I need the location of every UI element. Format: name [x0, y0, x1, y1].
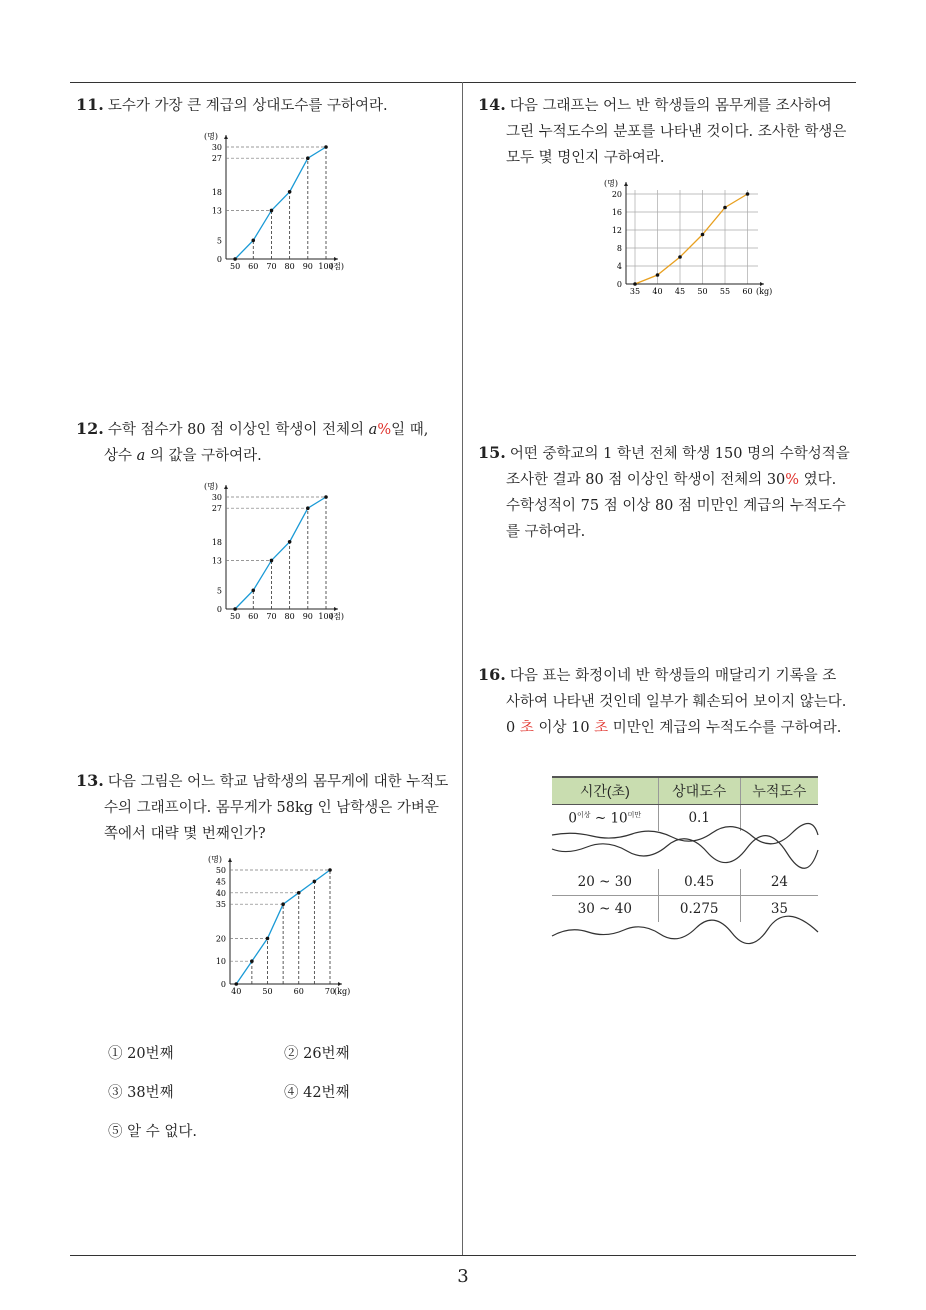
- unit-seconds: 초: [594, 720, 609, 736]
- table-cell: 30 ~ 40: [552, 896, 658, 923]
- question-text: 미만인 계급의 누적도수를 구하여라.: [612, 720, 842, 736]
- data-point: [266, 937, 270, 941]
- question-text: 상수: [104, 448, 133, 464]
- record-table: [552, 776, 818, 944]
- x-tick-label: 50: [697, 287, 708, 296]
- x-tick-label: 40: [231, 987, 242, 996]
- x-axis-arrow: [338, 982, 342, 986]
- torn-edge: [552, 831, 818, 865]
- table-cell: 0.275: [658, 896, 740, 923]
- y-tick-label: 0: [220, 980, 226, 989]
- data-point: [233, 607, 237, 611]
- series-line: [235, 497, 326, 609]
- chart-q13: [196, 848, 366, 998]
- chart-q12: [196, 474, 366, 624]
- table-row: [552, 805, 818, 832]
- question-text: 다음 그림은 어느 학교 남학생의 몸무게에 대한 누적도: [107, 774, 449, 790]
- x-tick-label: 80: [284, 262, 295, 271]
- y-tick-label: 18: [211, 187, 222, 197]
- question-14: [478, 92, 846, 171]
- series-line: [635, 194, 748, 284]
- question-text: 도수가 가장 큰 계급의 상대도수를 구하여라.: [107, 98, 388, 114]
- y-tick-label: 16: [611, 208, 622, 217]
- torn-bottom: [552, 922, 818, 944]
- x-tick-label: 40: [652, 287, 663, 296]
- data-point: [313, 880, 317, 884]
- data-point: [633, 282, 637, 286]
- x-tick-label: 90: [302, 262, 313, 271]
- series-line: [235, 147, 326, 259]
- variable-a: a: [368, 422, 378, 438]
- choice-1[interactable]: ① 20번째: [108, 1046, 174, 1062]
- y-axis-arrow: [224, 135, 228, 139]
- data-point: [701, 233, 705, 237]
- choice-4[interactable]: ④ 42번째: [284, 1085, 350, 1101]
- x-tick-label: 55: [719, 287, 731, 296]
- question-text: 를 구하여라.: [506, 524, 586, 540]
- data-point: [656, 273, 660, 277]
- x-tick-label: 70: [324, 987, 336, 996]
- choice-2[interactable]: ② 26번째: [284, 1046, 350, 1062]
- x-tick-label: 35: [629, 287, 641, 296]
- question-13: [76, 768, 448, 847]
- y-tick-label: 35: [215, 900, 226, 910]
- y-tick-label: 45: [215, 877, 226, 887]
- x-axis-label: (점): [330, 612, 344, 621]
- x-tick-label: 60: [293, 987, 304, 996]
- percent-sign: %: [785, 472, 800, 488]
- x-tick-label: 80: [284, 612, 295, 621]
- data-point: [678, 255, 682, 259]
- y-tick-label: 13: [211, 206, 222, 216]
- question-number: 15.: [478, 443, 506, 462]
- y-tick-label: 27: [211, 154, 222, 164]
- x-tick-label: 90: [302, 612, 313, 621]
- question-number: 14.: [478, 95, 506, 114]
- choice-5[interactable]: ⑤ 알 수 없다.: [108, 1124, 197, 1140]
- question-12: [76, 416, 428, 469]
- data-point: [324, 495, 328, 499]
- chart-q14: [600, 172, 773, 302]
- x-tick-label: 60: [248, 262, 259, 271]
- y-tick-label: 5: [216, 586, 222, 596]
- y-tick-label: 30: [211, 493, 222, 502]
- question-text: 그린 누적도수의 분포를 나타낸 것이다. 조사한 학생은: [506, 124, 847, 140]
- y-tick-label: 0: [216, 255, 222, 264]
- question-text: 쪽에서 대략 몇 번째인가?: [104, 826, 266, 842]
- bottom-rule: [70, 1255, 856, 1256]
- table-cell: 0.1: [658, 805, 740, 832]
- page-number: 3: [457, 1266, 469, 1287]
- question-text: 모두 몇 명인지 구하여라.: [506, 150, 665, 166]
- table-cell: 24: [740, 869, 818, 896]
- data-point: [288, 540, 292, 544]
- column-divider: [462, 82, 463, 1256]
- question-text: 였다.: [803, 472, 837, 488]
- question-number: 11.: [76, 95, 104, 114]
- y-axis-label: (명): [204, 132, 218, 141]
- x-axis-label: (점): [330, 262, 344, 271]
- x-tick-label: 70: [266, 262, 277, 271]
- data-point: [250, 959, 254, 963]
- y-tick-label: 5: [216, 236, 222, 246]
- y-axis-arrow: [224, 485, 228, 489]
- y-axis-label: (명): [204, 482, 218, 491]
- x-tick-label: 70: [266, 612, 277, 621]
- data-point: [233, 257, 237, 261]
- x-tick-label: 60: [248, 612, 259, 621]
- y-tick-label: 30: [211, 143, 222, 152]
- y-axis-label: (명): [604, 179, 618, 188]
- x-axis-label: (kg): [334, 987, 351, 996]
- y-tick-label: 8: [616, 244, 622, 253]
- y-axis-label: (명): [208, 855, 222, 864]
- torn-gap: [552, 831, 818, 869]
- question-text: 의 값을 구하여라.: [149, 448, 262, 464]
- x-axis-arrow: [334, 607, 338, 611]
- y-axis-arrow: [228, 858, 232, 862]
- variable-a: a: [136, 448, 146, 464]
- y-tick-label: 13: [211, 556, 222, 566]
- x-axis-arrow: [334, 257, 338, 261]
- question-text: 다음 표는 화정이네 반 학생들의 매달리기 기록을 조: [509, 668, 837, 684]
- question-number: 12.: [76, 419, 104, 438]
- question-15: [478, 440, 850, 545]
- data-point: [306, 506, 310, 510]
- y-tick-label: 10: [215, 957, 226, 967]
- torn-edge: [552, 922, 818, 940]
- data-point: [723, 206, 727, 210]
- table-header: 상대도수: [658, 777, 740, 805]
- table-cell: 20 ~ 30: [552, 869, 658, 896]
- y-axis-arrow: [624, 182, 628, 186]
- data-point: [746, 192, 750, 196]
- question-text: 일 때,: [391, 422, 429, 438]
- chart-q11: [196, 124, 366, 274]
- data-point: [281, 902, 285, 906]
- table-header: 시간(초): [552, 777, 658, 805]
- unit-seconds: 초: [519, 720, 534, 736]
- y-tick-label: 4: [616, 262, 622, 271]
- table-cell: 0.45: [658, 869, 740, 896]
- y-tick-label: 27: [211, 504, 222, 514]
- x-tick-label: 50: [229, 612, 241, 621]
- data-point: [270, 209, 274, 213]
- table-cell: $0^{이상}$ ~ $10^{미만}$: [552, 805, 658, 832]
- y-tick-label: 18: [211, 537, 222, 547]
- x-tick-label: 100: [318, 612, 334, 621]
- y-tick-label: 20: [215, 934, 226, 944]
- y-tick-label: 0: [216, 605, 222, 614]
- percent-sign: %: [377, 422, 392, 438]
- data-point: [251, 589, 255, 593]
- table-row: [552, 896, 818, 923]
- table-header: 누적도수: [740, 777, 818, 805]
- data-point: [234, 982, 238, 986]
- x-axis-arrow: [760, 282, 764, 286]
- question-number: 16.: [478, 665, 506, 684]
- x-axis-label: (kg): [756, 287, 773, 296]
- y-tick-label: 0: [616, 280, 622, 289]
- question-number: 13.: [76, 771, 104, 790]
- table-cell: 35: [770, 901, 788, 917]
- x-tick-label: 100: [318, 262, 334, 271]
- choice-3[interactable]: ③ 38번째: [108, 1085, 174, 1101]
- question-16: [478, 662, 846, 741]
- question-text: 어떤 중학교의 1 학년 전체 학생 150 명의 수학성적을: [509, 446, 850, 462]
- question-text: 이상 10: [538, 720, 590, 736]
- table-cell: [740, 805, 818, 832]
- question-text: 수학성적이 75 점 이상 80 점 미만인 계급의 누적도수: [506, 498, 846, 514]
- question-text: 조사한 결과 80 점 이상인 학생이 전체의 30: [506, 472, 786, 488]
- data-point: [306, 156, 310, 160]
- question-text: 사하여 나타낸 것인데 일부가 훼손되어 보이지 않는다.: [506, 694, 847, 710]
- question-text: 수의 그래프이다. 몸무게가 58kg 인 남학생은 가벼운: [104, 800, 439, 816]
- x-tick-label: 50: [229, 262, 241, 271]
- y-tick-label: 40: [215, 888, 226, 898]
- y-tick-label: 20: [611, 190, 622, 199]
- y-tick-label: 12: [611, 226, 622, 235]
- top-rule: [70, 82, 856, 83]
- data-point: [251, 239, 255, 243]
- x-tick-label: 50: [262, 987, 273, 996]
- x-tick-label: 60: [742, 287, 753, 296]
- table-row: [552, 869, 818, 896]
- data-point: [270, 559, 274, 563]
- question-text: 0: [506, 720, 516, 736]
- data-point: [288, 190, 292, 194]
- question-11: [76, 92, 388, 119]
- data-point: [328, 868, 332, 872]
- y-tick-label: 50: [215, 866, 226, 875]
- data-point: [297, 891, 301, 895]
- question-text: 수학 점수가 80 점 이상인 학생이 전체의: [107, 422, 365, 438]
- x-tick-label: 45: [674, 287, 686, 296]
- question-text: 다음 그래프는 어느 반 학생들의 몸무게를 조사하여: [509, 98, 832, 114]
- data-point: [324, 145, 328, 149]
